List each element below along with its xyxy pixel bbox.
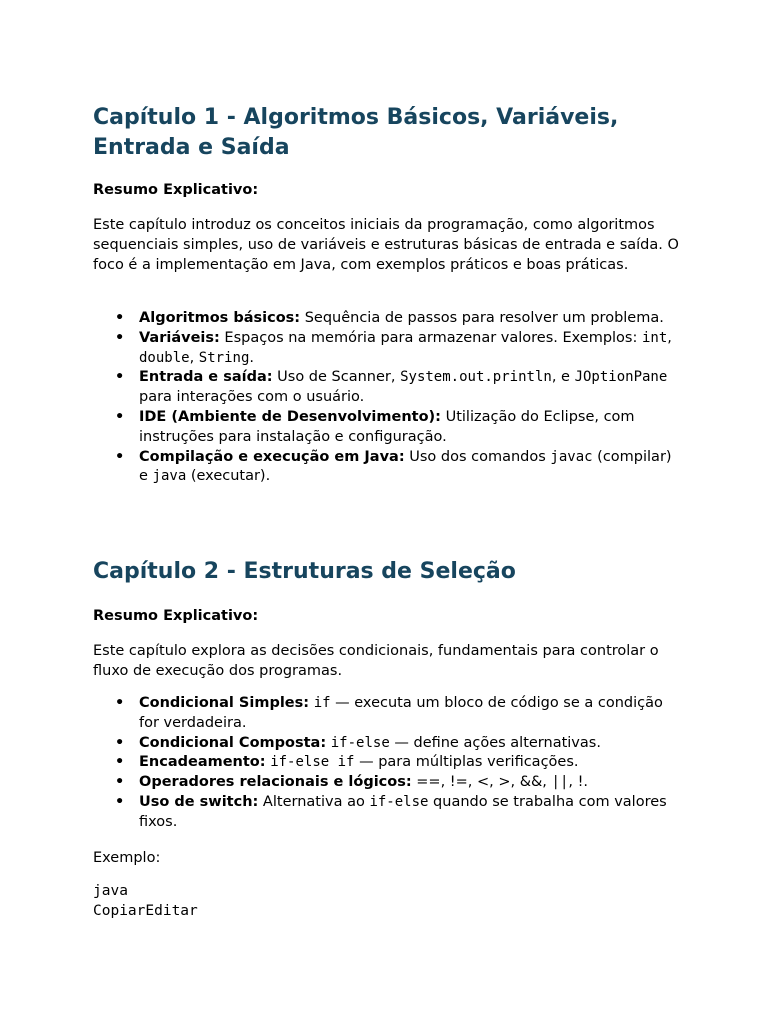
inline-code: java: [152, 468, 187, 485]
list-item-text: — executa um bloco de código se a condição for verdadeira.: [139, 695, 663, 731]
list-item-text: Alternativa ao: [258, 793, 370, 810]
summary-heading: Resumo Explicativo:: [93, 182, 259, 198]
inline-code: double: [139, 349, 190, 366]
list-item-text: Espaços na memória para armazenar valores. Exemplos:: [219, 329, 642, 346]
inline-code: System.out.println: [400, 369, 552, 386]
chapter-2-summary-heading: [93, 606, 683, 626]
inline-code: if-else: [369, 793, 429, 810]
list-item-text: ,: [667, 329, 672, 346]
list-item-text: quando se trabalha com valores fixos.: [139, 793, 667, 830]
list-item-text: para interações com o usuário.: [139, 389, 365, 406]
list-item-text: ,: [189, 349, 199, 366]
inline-code: if-else if: [270, 754, 355, 771]
list-item: [93, 309, 683, 329]
inline-code: if: [313, 695, 331, 711]
summary-paragraph: Este capítulo explora as decisões condicionais, fundamentais para controlar o fluxo de execução dos programas.: [93, 643, 659, 679]
list-item: [93, 408, 683, 448]
list-item-term: Algoritmos básicos:: [139, 310, 301, 326]
summary-paragraph: Este capítulo introduz os conceitos iniciais da programação, como algoritmos sequenciais simples, uso de variáveis e estruturas básicas de entrada e saída. O foco é a implementação em Java, com exemplos práticos e boas práticas.: [93, 217, 679, 273]
list-item: [93, 753, 683, 773]
list-item: [93, 773, 683, 793]
chapter-2-list: [93, 694, 683, 833]
list-item-text: Uso de Scanner,: [272, 369, 401, 386]
inline-code: String: [198, 349, 250, 366]
list-item-text: , e: [551, 369, 575, 386]
chapter-2-summary: [93, 641, 683, 681]
list-item-term: Variáveis:: [139, 329, 220, 346]
chapter-1-summary: [93, 215, 683, 275]
list-item-term: Condicional Composta:: [139, 734, 327, 751]
list-item: [93, 448, 683, 488]
example-label: Exemplo:: [93, 850, 161, 866]
summary-heading: Resumo Explicativo:: [93, 608, 259, 624]
list-item-text: (compilar) e: [139, 448, 672, 485]
list-item-term: Condicional Simples:: [139, 695, 310, 711]
inline-code: if-else: [330, 734, 390, 751]
code-line: java: [93, 883, 128, 899]
inline-code: ||: [551, 774, 569, 791]
chapter-1-list: [93, 309, 683, 487]
chapter-2-title: Capítulo 2 - Estruturas de Seleção: [93, 559, 516, 584]
list-item-text: Sequência de passos para resolver um problema.: [300, 310, 664, 326]
inline-code: JOptionPane: [574, 369, 668, 386]
list-item-text: ==, !=, <, >, &&,: [411, 774, 552, 791]
list-item-term: IDE (Ambiente de Desenvolvimento):: [139, 408, 441, 425]
list-item: [93, 368, 683, 408]
list-item: [93, 694, 683, 734]
code-line: CopiarEditar: [93, 903, 198, 919]
chapter-1-title: Capítulo 1 - Algoritmos Básicos, Variáveis, Entrada e Saída: [93, 105, 619, 160]
list-item-text: — define ações alternativas.: [389, 734, 601, 751]
list-item-term: Uso de switch:: [139, 793, 259, 810]
list-item-text: , !.: [568, 774, 589, 791]
list-item: [93, 329, 683, 369]
inline-code: javac: [550, 448, 593, 465]
list-item: [93, 793, 683, 833]
list-item-text: — para múltiplas verificações.: [354, 754, 579, 771]
list-item: [93, 734, 683, 754]
list-item-term: Compilação e execução em Java:: [139, 448, 405, 465]
code-block: [93, 881, 683, 921]
inline-code: int: [641, 329, 668, 346]
list-item-text: (executar).: [186, 468, 271, 485]
list-item-term: Encadeamento:: [139, 754, 266, 771]
list-item-term: Operadores relacionais e lógicos:: [139, 774, 412, 791]
list-item-text: .: [249, 349, 254, 366]
list-item-term: Entrada e saída:: [139, 369, 273, 386]
list-item-text: Uso dos comandos: [404, 448, 551, 465]
chapter-1-summary-heading: [93, 180, 683, 200]
example-label-block: [93, 848, 683, 868]
list-item-text: Utilização do Eclipse, com instruções para instalação e configuração.: [139, 408, 635, 445]
